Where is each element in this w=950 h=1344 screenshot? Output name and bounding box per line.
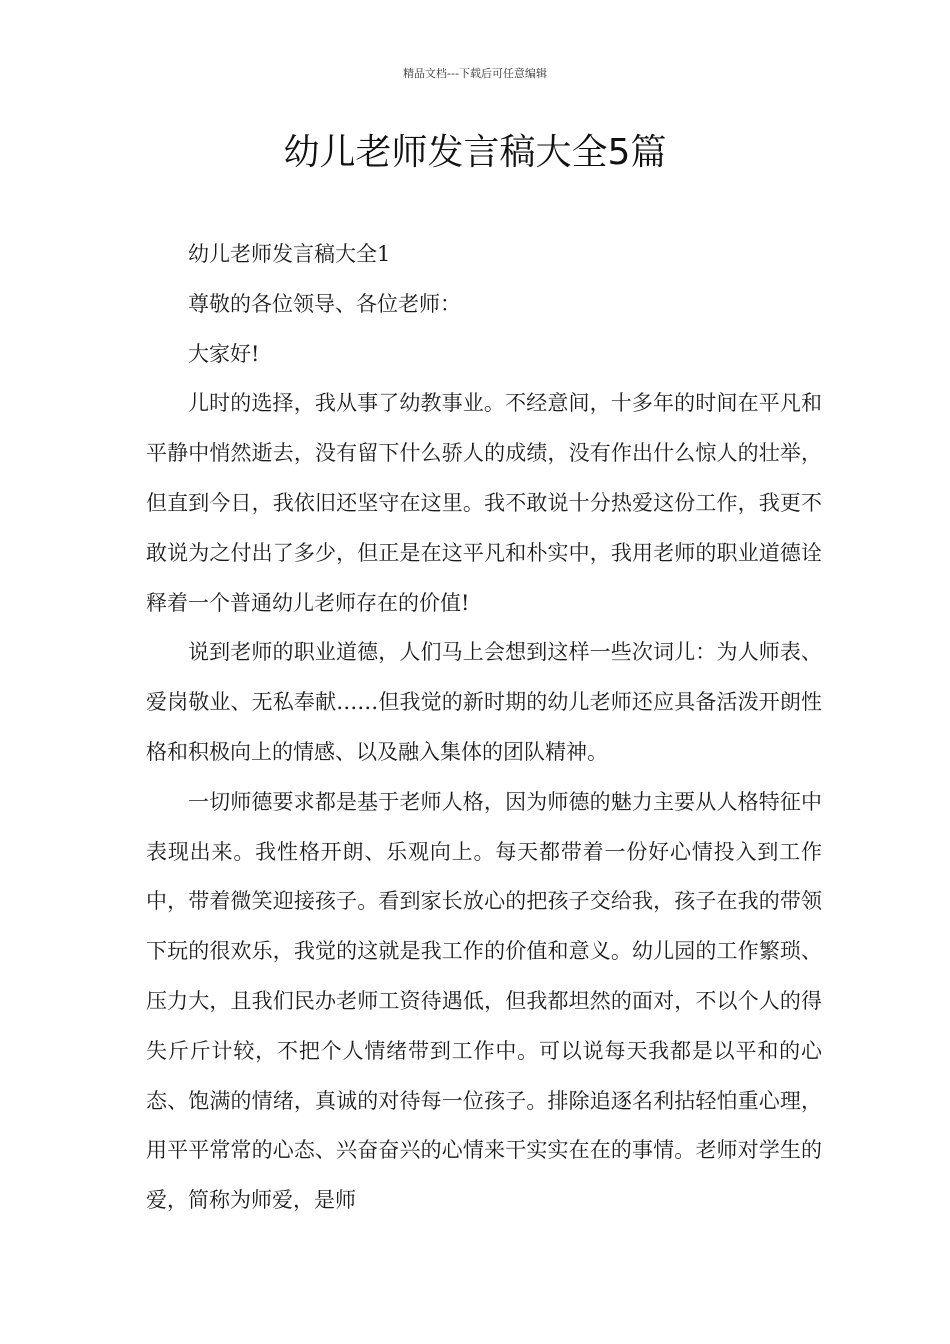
document-body [146, 230, 822, 1226]
paragraph: 儿时的选择，我从事了幼教事业。不经意间，十多年的时间在平凡和平静中悄然逝去，没有留下什么骄人的成绩，没有作出什么惊人的壮举，但直到今日，我依旧还坚守在这里。我不敢说十分热爱这份工作，我更不敢说为之付出了多少，但正是在这平凡和朴实中，我用老师的职业道德诠释着一个普通幼儿老师存在的价值! [146, 391, 822, 615]
salutation: 尊敬的各位领导、各位老师： [188, 291, 461, 316]
section-heading: 幼儿老师发言稿大全1 [188, 242, 391, 266]
greeting: 大家好! [188, 341, 260, 366]
paragraph: 说到老师的职业道德，人们马上会想到这样一些次词儿：为人师表、爱岗敬业、无私奉献……但我觉的新时期的幼儿老师还应具备活泼开朗性格和积极向上的情感、以及融入集体的团队精神。 [146, 640, 822, 764]
header-note: 精品文档---下载后可任意编辑 [403, 67, 547, 80]
document-title: 幼儿老师发言稿大全5篇 [283, 132, 667, 173]
paragraph: 一切师德要求都是基于老师人格，因为师德的魅力主要从人格特征中表现出来。我性格开朗、乐观向上。每天都带着一份好心情投入到工作中，带着微笑迎接孩子。看到家长放心的把孩子交给我，孩子在我的带领下玩的很欢乐，我觉的这就是我工作的价值和意义。幼儿园的工作繁琐、压力大，且我们民办老师工资待遇低，但我都坦然的面对，不以个人的得失斤斤计较，不把个人情绪带到工作中。可以说每天我都是以平和的心态、饱满的情绪，真诚的对待每一位孩子。排除追逐名利拈轻怕重心理，用平平常常的心态、兴奋奋兴的心情来干实实在在的事情。老师对学生的爱，简称为师爱，是师 [146, 789, 822, 1213]
